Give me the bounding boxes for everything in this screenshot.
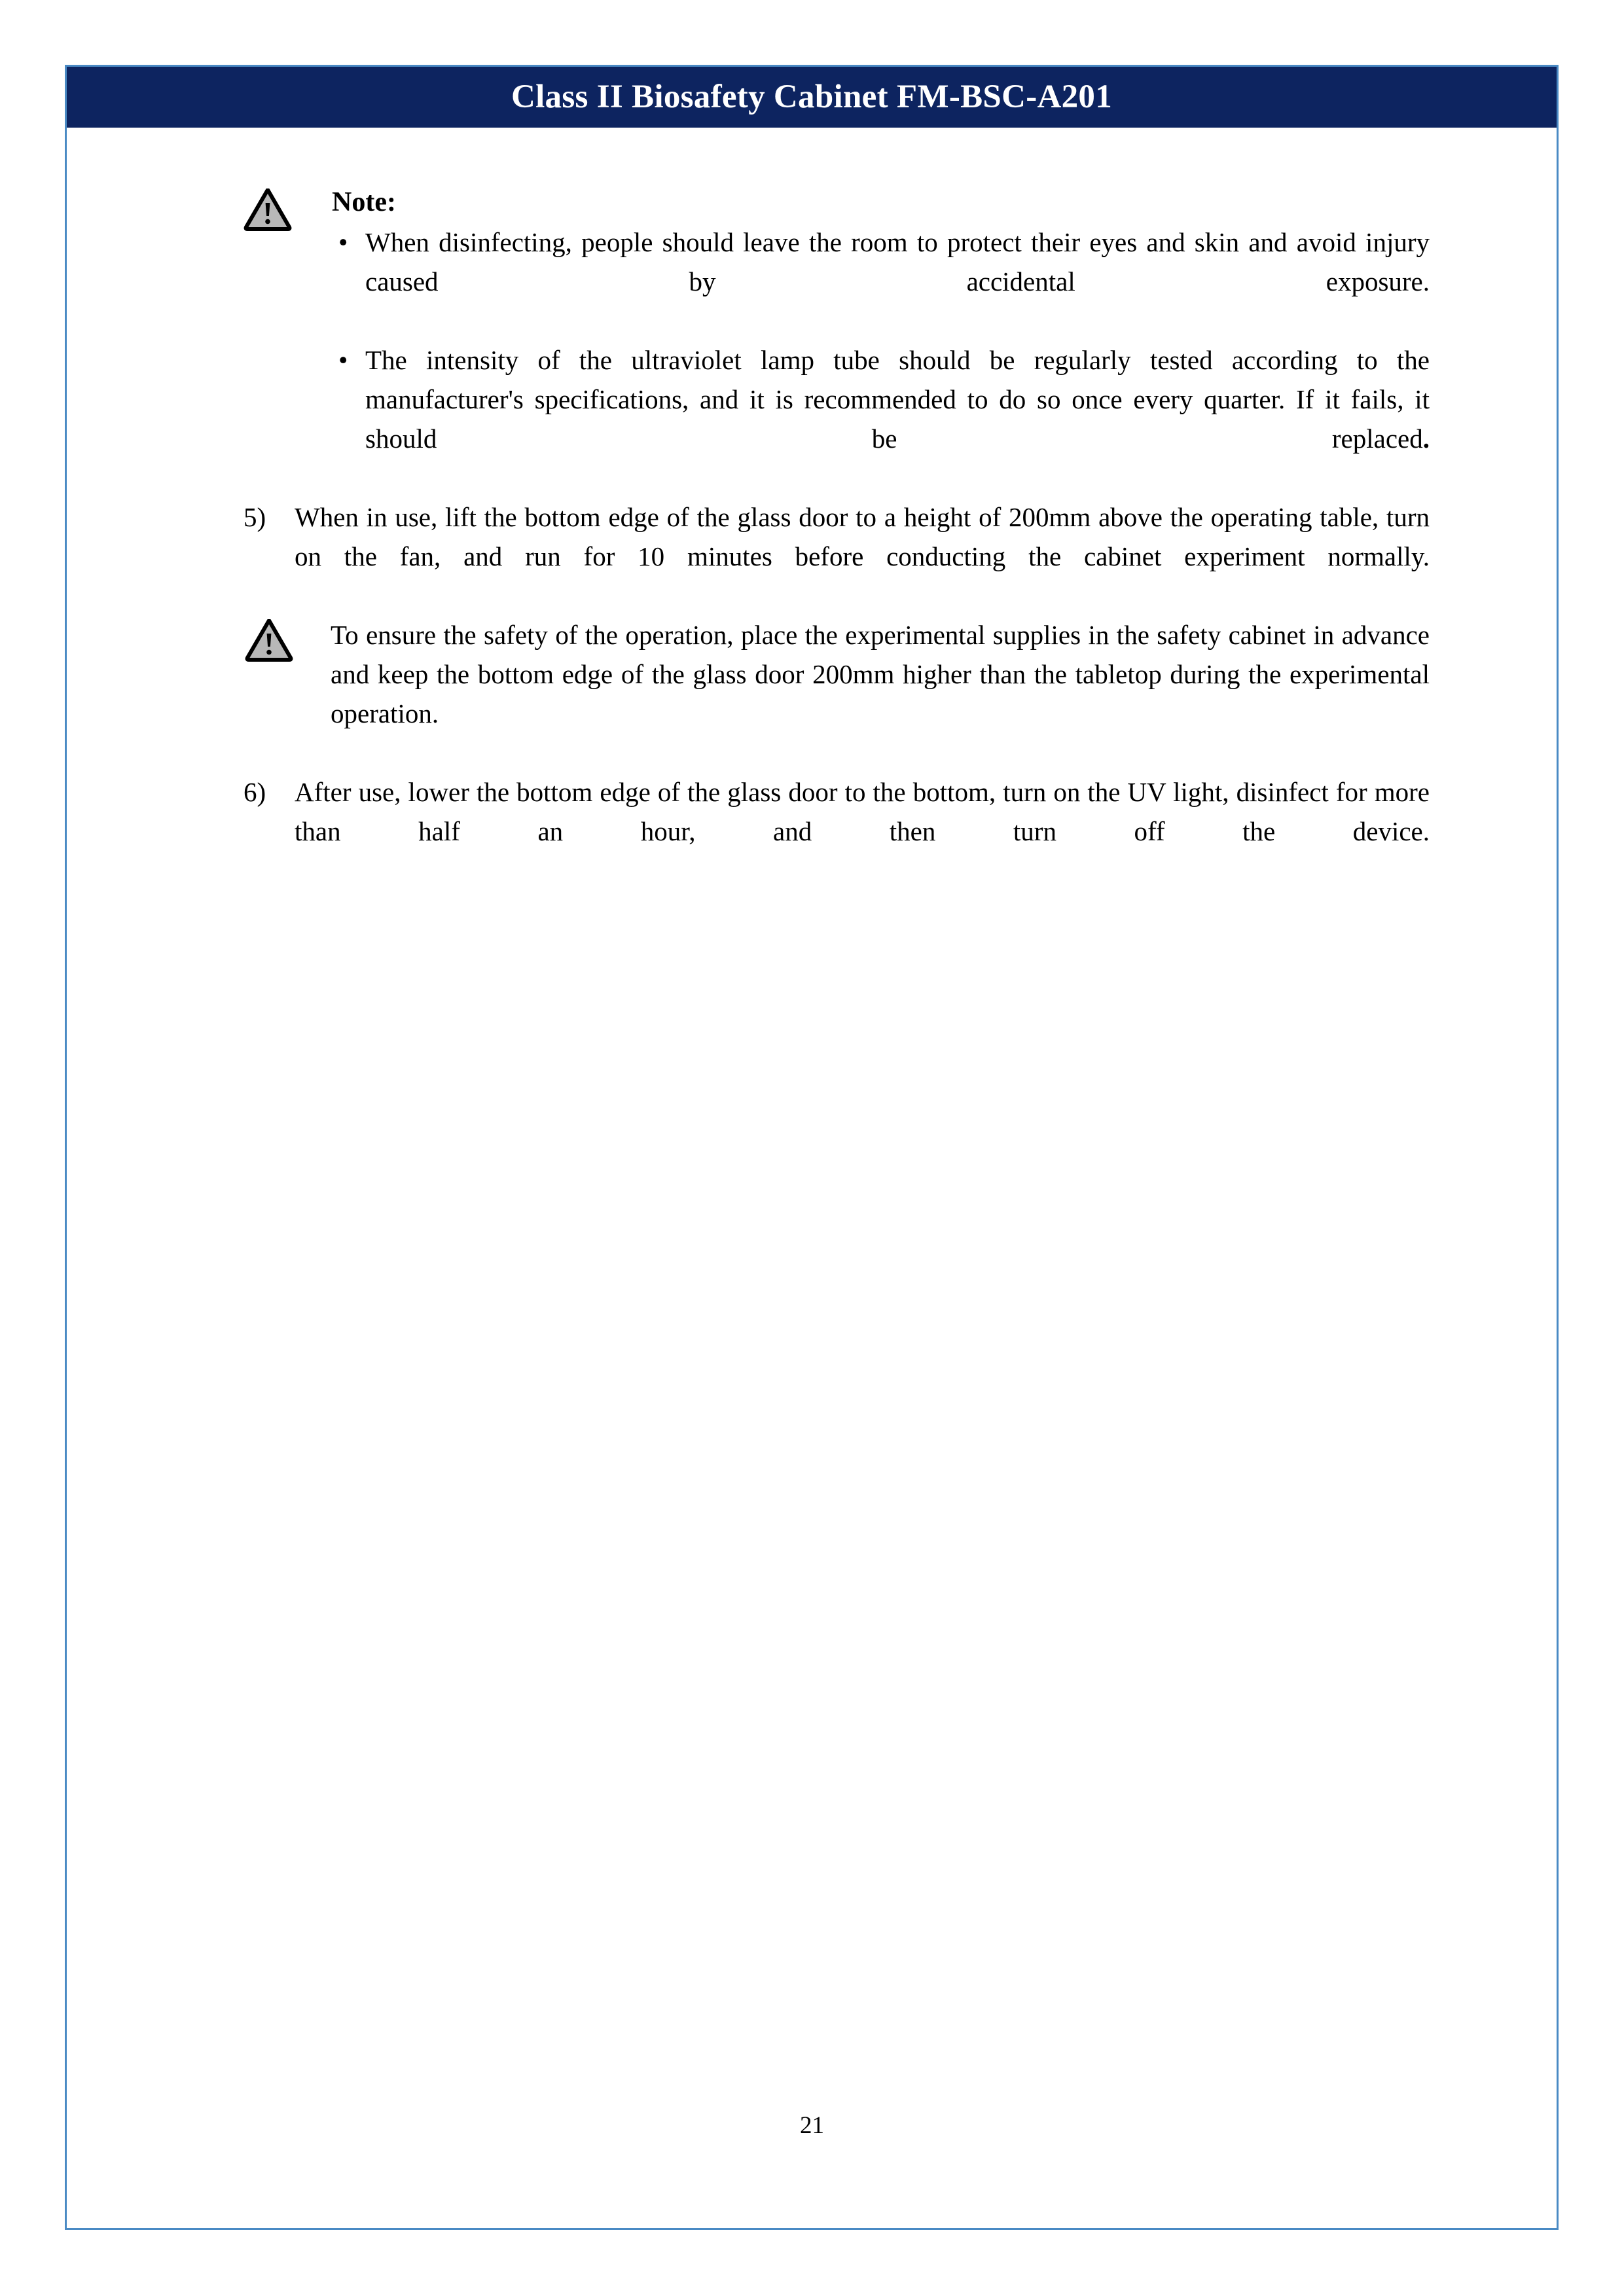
warning-triangle-icon: [245, 619, 293, 662]
note-bullet-text: When disinfecting, people should leave the room to protect their eyes and skin and avoid injury caused by accidental exposure.: [365, 227, 1430, 296]
page-number: 21: [800, 2112, 824, 2139]
page-title: Class II Biosafety Cabinet FM-BSC-A201: [511, 79, 1113, 115]
note-title: Note:: [332, 187, 396, 217]
note-bullet-trailing-period: .: [1422, 423, 1430, 454]
list-item: [244, 497, 1430, 615]
note-bullet-list: [244, 223, 1430, 497]
page-body: [244, 183, 1430, 890]
list-item: [244, 772, 1430, 890]
list-item: [244, 223, 1430, 340]
warning-note-block: [244, 615, 1430, 772]
running-header-bar: [67, 67, 1557, 128]
bullet-icon: •: [338, 345, 348, 375]
warning-note-text: To ensure the safety of the operation, place the experimental supplies in the safety cabinet in advance and keep the bottom edge of the glass door 200mm higher than the tabletop during the experimental operation.: [331, 620, 1430, 728]
step-text: When in use, lift the bottom edge of the glass door to a height of 200mm above the operating table, turn on the fan, and run for 10 minutes before conducting the cabinet experiment normally.: [295, 502, 1430, 571]
note-bullet-text: [365, 340, 1430, 497]
list-item: [244, 340, 1430, 497]
bullet-icon: •: [338, 227, 348, 257]
step-text: After use, lower the bottom edge of the glass door to the bottom, turn on the UV light, disinfect for more than half an hour, and then turn off the device.: [295, 777, 1430, 846]
note-bullet-text-main: The intensity of the ultraviolet lamp tube should be regularly tested according to the manufacturer's specifications, and it is recommended to do so once every quarter. If it fails, it should be replaced: [365, 345, 1430, 454]
step-marker: 6): [244, 777, 266, 807]
note-heading-block: [244, 183, 1430, 223]
step-marker: 5): [244, 502, 266, 532]
